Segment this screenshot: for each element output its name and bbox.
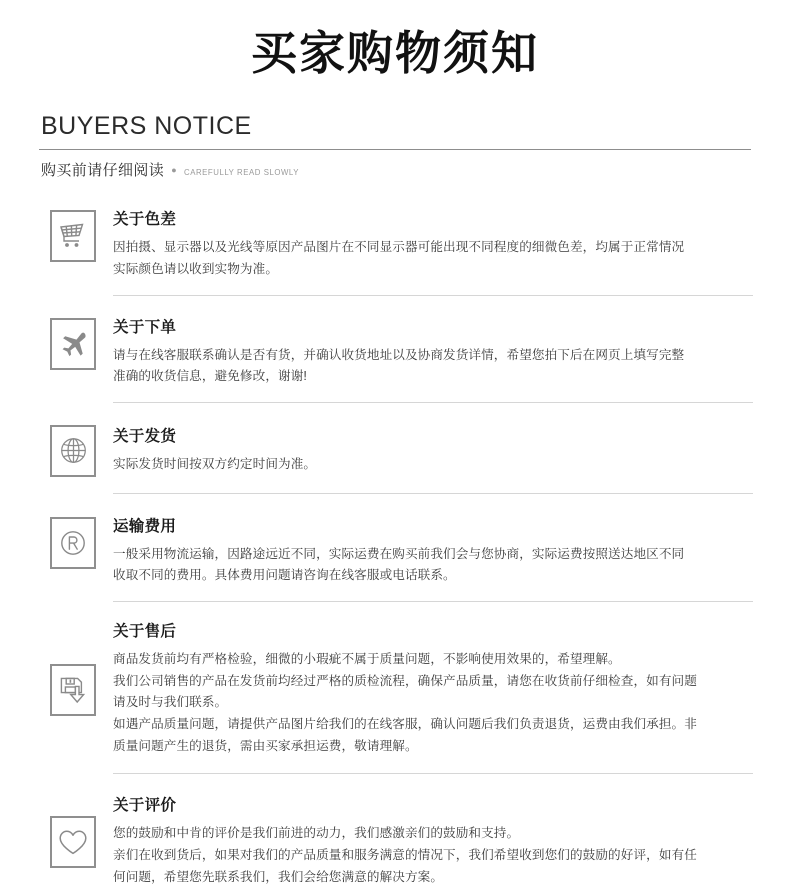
- notice-section: [37, 494, 753, 587]
- airplane-icon: [50, 318, 96, 370]
- icon-cell: [37, 517, 109, 569]
- icon-cell: [37, 664, 109, 716]
- notice-section: [37, 602, 753, 757]
- section-line: 因拍摄、显示器以及光线等原因产品图片在不同显示器可能出现不同程度的细微色差，均属于正常情况: [113, 240, 685, 255]
- section-title: 关于下单: [113, 318, 177, 336]
- section-line: 商品发货前均有严格检验，细微的小瑕疵不属于质量问题，不影响使用效果的，希望理解。: [113, 652, 621, 667]
- section-line: 实际颜色请以收到实物为准。: [113, 262, 279, 277]
- section-title: 关于评价: [113, 797, 177, 815]
- section-line: 准确的收货信息，避免修改，谢谢!: [113, 369, 308, 384]
- registered-trademark-icon: [50, 517, 96, 569]
- subtitle-english: CAREFULLY READ SLOWLY: [183, 167, 299, 178]
- section-title: 运输费用: [113, 517, 177, 535]
- heart-icon: [50, 816, 96, 868]
- icon-cell: [37, 318, 109, 370]
- section-line: 您的鼓励和中肯的评价是我们前进的动力，我们感激亲们的鼓励和支持。: [113, 826, 520, 841]
- subtitle-row: [39, 159, 751, 180]
- shopping-cart-icon: [50, 210, 96, 262]
- section-line: 请及时与我们联系。: [113, 695, 228, 710]
- section-title: 关于售后: [113, 623, 177, 641]
- save-download-icon: [50, 664, 96, 716]
- section-line: 质量问题产生的退货，需由买家承担运费，敬请理解。: [113, 738, 418, 753]
- section-line: 一般采用物流运输，因路途远近不同，实际运费在购买前我们会与您协商，实际运费按照送达地区不同: [113, 546, 685, 561]
- section-line: 收取不同的费用。具体费用问题请咨询在线客服或电话联系。: [113, 568, 456, 583]
- globe-icon: [50, 425, 96, 477]
- section-line: 我们公司销售的产品在发货前均经过严格的质检流程，确保产品质量，请您在收货前仔细检查，如有问题: [113, 673, 697, 688]
- buyers-notice-heading: BUYERS NOTICE: [41, 112, 252, 141]
- icon-cell: [37, 816, 109, 868]
- section-body: [109, 517, 753, 587]
- page-title: 买家购物须知: [251, 27, 539, 79]
- section-line: 亲们在收到货后，如果对我们的产品质量和服务满意的情况下，我们希望收到您们的鼓励的好评，如有任: [113, 847, 697, 862]
- header-divider: [39, 149, 751, 150]
- section-body: [109, 427, 753, 476]
- section-body: [109, 796, 753, 888]
- notice-sections: [37, 180, 753, 888]
- section-title: 关于发货: [113, 427, 177, 445]
- section-title: 关于色差: [113, 211, 177, 229]
- bullet-separator-icon: ●: [171, 165, 177, 176]
- section-line: 实际发货时间按双方约定时间为准。: [113, 456, 317, 471]
- notice-section: [37, 194, 753, 280]
- notice-section: [37, 774, 753, 888]
- icon-cell: [37, 210, 109, 262]
- section-body: [109, 210, 753, 280]
- section-line: 何问题，希望您先联系我们，我们会给您满意的解决方案。: [113, 869, 444, 884]
- header-block: [39, 81, 751, 180]
- notice-section: [37, 403, 753, 477]
- section-line: 请与在线客服联系确认是否有货，并确认收货地址以及协商发货详情，希望您拍下后在网页上填写完整: [113, 347, 685, 362]
- subtitle-chinese: 购买前请仔细阅读: [41, 162, 165, 180]
- section-line: 如遇产品质量问题，请提供产品图片给我们的在线客服，确认问题后我们负责退货，运费由我们承担。非: [113, 717, 697, 732]
- notice-section: [37, 296, 753, 388]
- section-body: [109, 318, 753, 388]
- section-body: [109, 622, 753, 757]
- icon-cell: [37, 425, 109, 477]
